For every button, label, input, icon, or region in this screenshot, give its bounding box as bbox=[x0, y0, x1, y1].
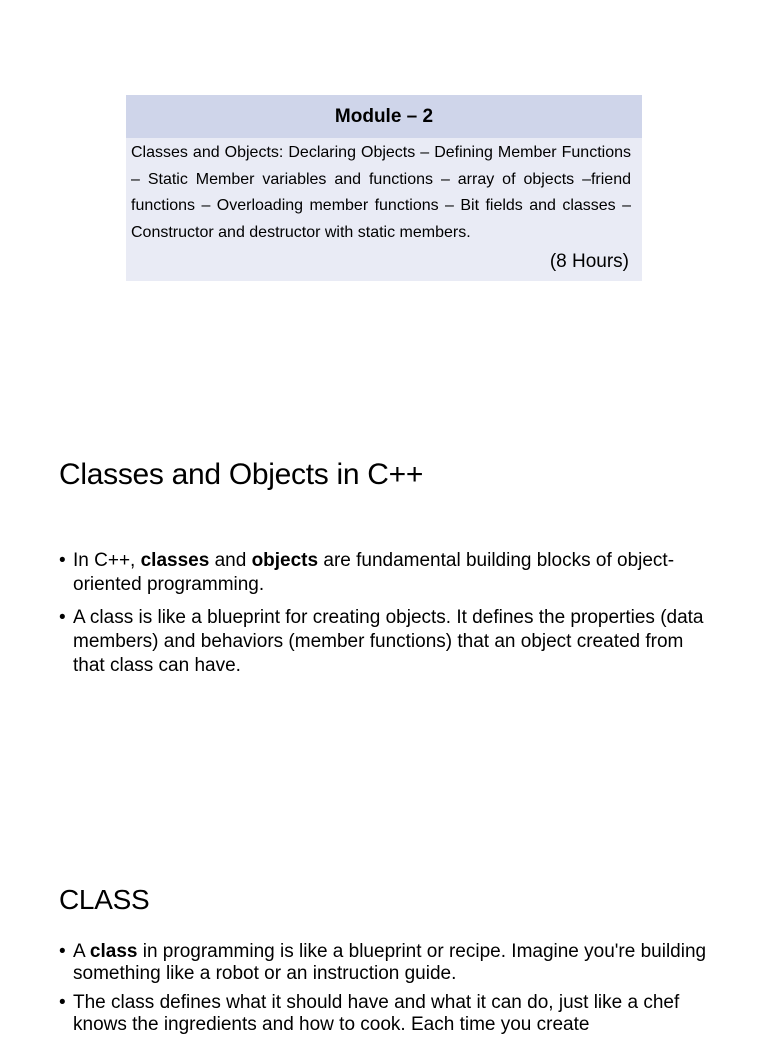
bullet-bold-class: class bbox=[89, 941, 138, 962]
module-description-cell bbox=[126, 138, 642, 246]
list-item bbox=[59, 606, 719, 678]
bullet-text: The class defines what it should have and what it can do, just like a chef knows the ingredients and how to cook. Each time you create bbox=[73, 992, 680, 1035]
bullet-bold-objects: objects bbox=[251, 550, 319, 571]
slide-title-classes-objects: Classes and Objects in C++ bbox=[59, 458, 424, 491]
bullet-marker: • bbox=[59, 550, 66, 571]
bullet-marker: • bbox=[59, 941, 66, 962]
bullet-bold-classes: classes bbox=[140, 550, 210, 571]
bullet-marker: • bbox=[59, 992, 66, 1013]
list-item bbox=[59, 549, 719, 597]
slide-title-class: CLASS bbox=[59, 884, 150, 915]
bullet-text-post: are fundamental building blocks of object-oriented programming. bbox=[73, 550, 675, 595]
classes-objects-bullet-list bbox=[59, 549, 719, 687]
bullet-text-mid: and bbox=[209, 550, 252, 571]
module-table bbox=[126, 95, 642, 281]
list-item bbox=[59, 941, 719, 985]
class-bullet-list bbox=[59, 941, 719, 1043]
module-title: Module – 2 bbox=[126, 95, 642, 138]
bullet-text-post: in programming is like a blueprint or recipe. Imagine you're building something like a robot or an instruction guide. bbox=[73, 941, 707, 984]
list-item bbox=[59, 992, 719, 1036]
bullet-marker: • bbox=[59, 607, 66, 628]
module-hours: (8 Hours) bbox=[549, 251, 629, 272]
bullet-text-pre: A bbox=[73, 941, 90, 962]
bullet-text: A class is like a blueprint for creating objects. It defines the properties (data members) and behaviors (member functions) that an object created from that class can have. bbox=[73, 607, 704, 676]
module-description: Classes and Objects: Declaring Objects – Defining Member Functions – Static Member variables and functions – array of objects –friend functions – Overloading member functions – Bit fields and classes – Constructor and destructor with static members. bbox=[131, 144, 631, 241]
bullet-text-pre: In C++, bbox=[73, 550, 141, 571]
